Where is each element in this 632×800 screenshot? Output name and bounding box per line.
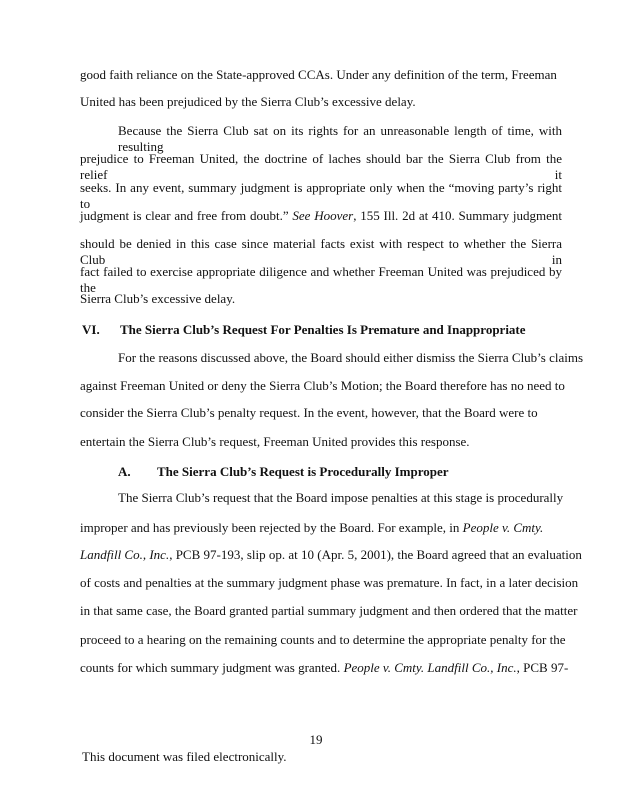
footer-note: This document was filed electronically. (82, 749, 287, 764)
section-a-title: The Sierra Club’s Request is Procedurally Improper (157, 464, 449, 479)
paragraph-line (80, 405, 538, 421)
section-a-number: A. (118, 464, 131, 479)
paragraph-line (80, 603, 577, 619)
paragraph-line (80, 151, 562, 183)
paragraph-line (80, 575, 578, 591)
section-vi-title: The Sierra Club’s Request For Penalties Is Premature and Inappropriate (120, 322, 526, 337)
paragraph-line (80, 520, 543, 536)
text-segment: good faith reliance on the State-approved CCAs. Under any definition of the term, Freeman (80, 67, 557, 82)
text-segment: For the reasons discussed above, the Board should either dismiss the Sierra Club’s claims (118, 350, 584, 365)
section-vi-number: VI. (82, 322, 100, 337)
page-number: 19 (309, 732, 323, 747)
text-segment: should be denied in this case since material facts exist with respect to whether the Sierra Club in (80, 236, 562, 267)
text-segment: seeks. In any event, summary judgment is appropriate only when the “moving party’s right to (80, 180, 562, 211)
text-segment: of costs and penalties at the summary judgment phase was premature. In fact, in a later decision (80, 575, 579, 590)
paragraph-line (80, 94, 416, 110)
text-segment: improper and has previously been rejected by the Board. For example, in (80, 520, 463, 535)
case-citation: See Hoover (292, 208, 354, 223)
paragraph-line (80, 660, 568, 676)
paragraph-line (80, 378, 565, 394)
text-segment: , PCB 97- (516, 660, 569, 675)
text-segment: against Freeman United or deny the Sierra Club’s Motion; the Board therefore has no need to (80, 378, 565, 393)
paragraph-line (80, 67, 557, 83)
text-segment: counts for which summary judgment was granted. (80, 660, 344, 675)
text-segment: entertain the Sierra Club’s request, Freeman United provides this response. (80, 434, 470, 449)
text-segment: Sierra Club’s excessive delay. (80, 291, 236, 306)
case-citation: People v. Cmty. (462, 520, 544, 535)
text-segment: Because the Sierra Club sat on its rights for an unreasonable length of time, with resulting (118, 123, 562, 154)
text-segment: proceed to a hearing on the remaining counts and to determine the appropriate penalty for the (80, 632, 566, 647)
paragraph-line (118, 350, 583, 366)
text-segment: United has been prejudiced by the Sierra Club’s excessive delay. (80, 94, 416, 109)
text-segment: prejudice to Freeman United, the doctrine of laches should bar the Sierra Club from the relief it (80, 151, 562, 182)
case-citation: People v. Cmty. Landfill Co., Inc. (343, 660, 517, 675)
text-segment: consider the Sierra Club’s penalty request. In the event, however, that the Board were to (80, 405, 538, 420)
paragraph-line (80, 291, 235, 307)
paragraph-line (118, 490, 563, 506)
case-citation: Landfill Co., Inc. (80, 547, 170, 562)
text-segment: , 155 Ill. 2d at 410. Summary judgment (353, 208, 562, 223)
paragraph-line (80, 632, 566, 648)
text-segment: judgment is clear and free from doubt.” (80, 208, 293, 223)
paragraph-line (80, 208, 562, 224)
text-segment: fact failed to exercise appropriate diligence and whether Freeman United was prejudiced by the (80, 264, 562, 295)
paragraph-line (80, 434, 470, 450)
text-segment: The Sierra Club’s request that the Board impose penalties at this stage is procedurally (118, 490, 564, 505)
text-segment: , PCB 97-193, slip op. at 10 (Apr. 5, 2001), the Board agreed that an evaluation (169, 547, 582, 562)
text-segment: in that same case, the Board granted partial summary judgment and then ordered that the matter (80, 603, 578, 618)
paragraph-line (80, 547, 582, 563)
